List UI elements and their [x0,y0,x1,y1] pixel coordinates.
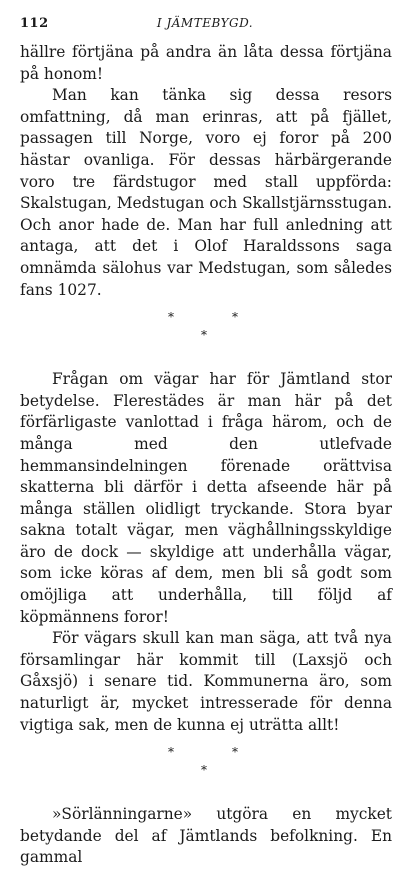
body-text [20,42,392,869]
section-separator [20,305,392,349]
separator-asterisk: * [232,745,238,760]
running-title: I JÄMTEBYGD. [156,16,254,30]
section-separator [20,740,392,784]
separator-asterisk: * [201,763,207,778]
paragraph-resors: Man kan tänka sig dessa resors omfattning, då man erinras, att på fjället, passagen till Norge, voro ej foror på 200 hästar ovanliga. För dessas härbärgerande voro tre färdstugor med stall uppförda: Skalstugan, Medstugan och Skallstjärnsstugan. Och anor hade de. Man har full anledning att antaga, att det i Olof Haraldssons saga omnämda sälohus var Medstugan, som således fans 1027. [20,86,392,299]
separator-asterisk: * [168,310,174,325]
separator-asterisk: * [201,328,207,343]
separator-asterisk: * [168,745,174,760]
paragraph-forsamlingar: För vägars skull kan man säga, att två nya församlingar här kommit till (Laxsjö och Gåxsjö) i senare tid. Kommunerna äro, som naturligt är, mycket intresserade för denna vigtiga sak, men de kunna ej uträtta allt! [20,629,392,734]
paragraph-continuation: hällre förtjäna på andra än låta dessa förtjäna på honom! [20,43,392,83]
paragraph-vagar: Frågan om vägar har för Jämtland stor betydelse. Flerestädes är man här på det förfärligaste vanlottad i fråga härom, och de många med den utlefvade hemmansindelningen förenade orättvisa skatterna bli därför i detta afseende här på många ställen olidligt tryckande. Stora byar sakna totalt vägar, men väghållningsskyldige äro de dock — skyldige att underhålla vägar, som icke köras af dem, men bli så godt som omöjliga att underhålla, till följd af köpmännens foror! [20,370,392,626]
separator-asterisk: * [232,310,238,325]
paragraph-sorlanningarne: »Sörlänningarne» utgöra en mycket betydande del af Jämtlands befolkning. En gammal [20,805,392,867]
page-header [20,16,390,36]
page-number: 112 [20,16,49,31]
